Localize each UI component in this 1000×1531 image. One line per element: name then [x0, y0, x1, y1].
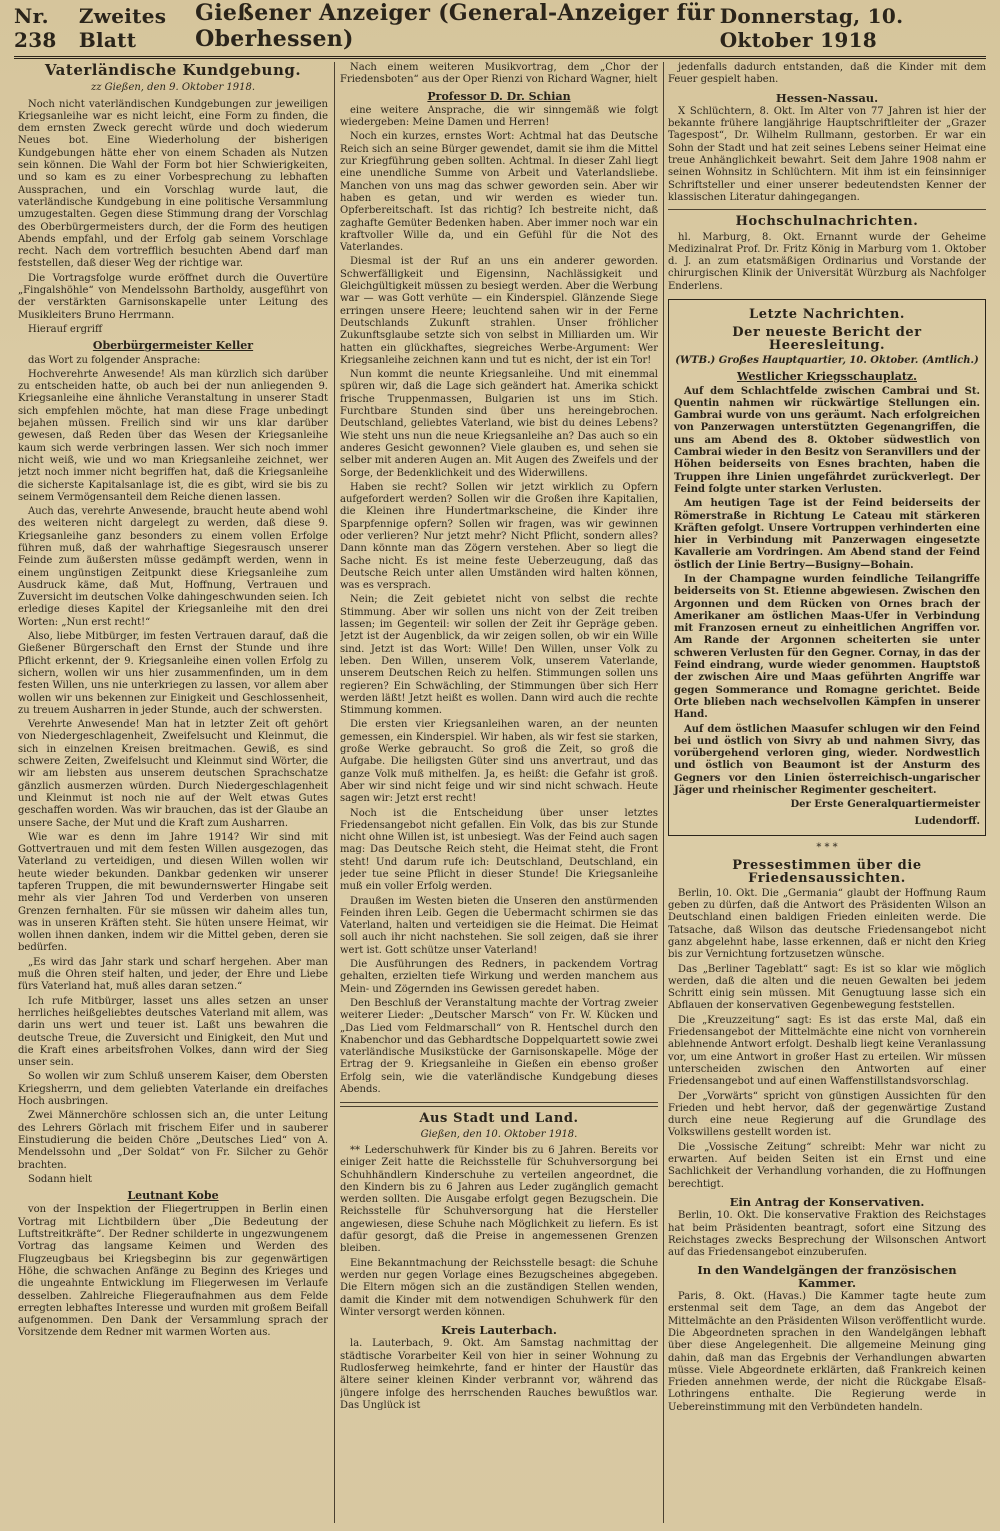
paragraph: Der „Vorwärts“ spricht von günstigen Aussichten für den Frieden und hebt hervor, daß der gegenwärtige Zustand durch eine neue Regierung auf die Grundlage des Volkswillens gestellt worden ist. — [668, 1090, 986, 1139]
paragraph: So wollen wir zum Schluß unserem Kaiser, dem Obersten Kriegsherrn, und dem geliebten Vaterlande ein dreifaches Hoch ausbringen. — [18, 1071, 328, 1108]
paragraph: Die ersten vier Kriegsanleihen waren, an der neunten gemessen, ein Kinderspiel. Wir haben, als wir fest sie starken, große Werke gebraucht. So groß die Zeit, so groß die Aufgabe. Die heiligsten Güter sind uns anvertraut, und das ganze Volk muß mithelfen. Ja, es heißt: die Gefahr ist groß. Aber wir sind nicht feige und wir sind nicht schwach. Heute sagen wir: Jetzt erst recht! — [340, 719, 658, 805]
paragraph: Nun kommt die neunte Kriegsanleihe. Und mit einemmal spüren wir, daß die Lage sich geändert hat. Amerika schickt frische Truppenmassen, Bulgarien ist uns im Stich. Furchtbare Stunden sind über uns hereingebrochen. Deutschland, geliebtes Vaterland, wie bist du deines Lebens? Wie steht uns nun die neue Kriegsanleihe an? Das auch so ein anderes Gesicht gewonnen? Viele glauben es, und sehen sie selber mit anderen Augen an. Mit Augen des Zweifels und der Sorge, der Bedenklichkeit und des Widerwillens. — [340, 369, 658, 479]
paragraph: Auch das, verehrte Anwesende, braucht heute abend wohl des weiteren nicht dargelegt zu werden, daß diese 9. Kriegsanleihe ganz besonders zu einem vollen Erfolge führen muß, daß der wahrhaftige Siegesrausch unserer Feinde zum äußersten müsse gedämpft werden, wenn in einem ungünstigen Zeitpunkt diese Kriegsanleihe zum Ausdruck käme, daß Mut, Hoffnung, Vertrauen und Zuversicht im deutschen Volke dahingeschwunden seien. Ich erledige dieses Kapitel der Kriegsanleihe mit den drei Worten: „Nun erst recht!“ — [18, 506, 328, 628]
paragraph: Den Beschluß der Veranstaltung machte der Vortrag zweier weiterer Lieder: „Deutscher Marsch“ von Fr. W. Kücken und „Das Lied vom Feldmarschall“ von R. Hentschel durch den Knabenchor und das Gebhardtsche Doppelquartett sowie zwei vaterländische Musikstücke der Garnisonskapelle. Möge der Ertrag der 9. Kriegsanleihe in Gießen ein ebenso großer Erfolg sein, wie die vaterländische Kundgebung dieses Abends. — [340, 997, 658, 1096]
paragraph: von der Inspektion der Fliegertruppen in Berlin einen Vortrag mit Lichtbildern über „Die Bedeutung der Luftstreitkräfte“. Der Redner schilderte in ungezwungenem Vortrag das langsame Keimen und Werden des Flugzeugbaus bei Kriegsbeginn bis zur gegenwärtigen Höhe, die schwachen Anfänge zu Beginn des Krieges und die ungeahnte Entwicklung im Fliegerwesen im Verlaufe desselben. Zahlreiche Fliegeraufnahmen aus dem Felde erregten lebhaftes Interesse und wurden mit großem Beifall aufgenommen. Den Dank der Versammlung sprach der Vorsitzende dem Redner mit warmen Worten aus. — [18, 1204, 328, 1339]
column-divider — [663, 62, 664, 1523]
paragraph: Haben sie recht? Sollen wir jetzt wirklich zu Opfern aufgefordert werden? Sollen wir die Großen ihre Kapitalien, die Kleinen ihre Hundertmarkscheine, die Kinder ihre Sparpfennige opfern? Sollen wir fragen, was wir gewinnen oder verlieren? Nur jetzt mehr? Nicht Pflicht, sondern alles? Dann könnte man das Zögern verstehen. Aber so liegt die Sache nicht. Es ist meine feste Ueberzeugung, daß das Deutsche Reich unter allen Umständen wird halten können, was es versprach. — [340, 481, 658, 592]
section-heading: Aus Stadt und Land. — [419, 1111, 579, 1127]
region-heading: Hessen-Nassau. — [775, 90, 879, 105]
paragraph: Ich rufe Mitbürger, lasset uns alles setzen an unser herrliches heißgeliebtes deutsches Vaterland mit allem, was darin uns wert und teuer ist. Laßt uns bewahren die deutsche Treue, die Zuversicht und Einigkeit, den Mut und die Kraft eines arbeitsfrohen Volkes, dann wird der Sieg unser sein. — [18, 995, 328, 1069]
paragraph: eine weitere Ansprache, die wir sinngemäß wie folgt wiedergeben: Meine Damen und Herren! — [340, 104, 658, 129]
paragraph: jedenfalls dadurch entstanden, daß die Kinder mit dem Feuer gespielt haben. — [668, 62, 986, 86]
paragraph: hl. Marburg, 8. Okt. Ernannt wurde der Geheime Medizinalrat Prof. Dr. Fritz König in Marburg vom 1. Oktober d. J. an zum etatsmäßigen Ordinarius und Vorstande der chirurgischen Klinik der Universität Würzburg als Nachfolger Enderlens. — [668, 231, 986, 292]
section-heading: Pressestimmen über die Friedensaussichten. — [732, 858, 922, 886]
dateline: (WTB.) Großes Hauptquartier, 10. Oktober. (Amtlich.) — [675, 354, 979, 366]
paragraph: Das „Berliner Tageblatt“ sagt: Es ist so klar wie möglich werden, daß die alten und die neuen Gewalten bei jedem Schritt einig sein müssen. Mit Genugtuung lasse sich ein Abflauen der konservativen Gegenbewegung feststellen. — [668, 963, 986, 1012]
paragraph: Hochverehrte Anwesende! Als man kürzlich sich darüber zu entscheiden hatte, ob auch bei der nun anliegenden 9. Kriegsanleihe eine ähnliche Veranstaltung in unserer Stadt sich empfehlen möchte, hat man diese Frage unbedingt bejahen müssen. Freilich sind wir uns klar darüber gewesen, daß Reden über das Wesen der Kriegsanleihe kaum sich werde verbringen lassen. Wer sich noch immer nicht weiß, wie und wo man Kriegsanleihe zeichnet, wer jetzt noch immer nicht begriffen hat, daß die Kriegsanleihe die sicherste Kapitalsanlage ist, die es gibt, wird sie bis zu seinem Vermögensanteil dem Reiche dienen lassen. — [18, 368, 328, 503]
column-divider — [334, 62, 335, 1523]
paragraph: Wie war es denn im Jahre 1914? Wir sind mit Gottvertrauen und mit dem festen Willen ausgezogen, das Vaterland zu verteidigen, und diesen Willen wollen wir heute wieder bekunden. Dankbar gedenken wir unserer tapferen Truppen, die mit bewundernswerter Hingabe seit mehr als vier Jahren Tod und Verderben von unseren Grenzen fernhalten. Für sie müssen wir daheim alles tun, was in unseren Kräften steht. Sie hüten unsere Heimat, wir wollen ihnen danken, indem wir die Mittel geben, deren sie bedürfen. — [18, 831, 328, 954]
paragraph: la. Lauterbach, 9. Okt. Am Samstag nachmittag der städtische Vorarbeiter Keil von hier in seiner Wohnung zu Rudlosferweg heimkehrte, fand er hinter der Haustür das ältere seiner kleinen Kinder verbrannt vor, während das jüngere infolge des herrschenden Rauches bewußtlos war. Das Unglück ist — [340, 1338, 658, 1411]
paragraph: Noch nicht vaterländischen Kundgebungen zur jeweiligen Kriegsanleihe war es nicht leicht, eine Form zu finden, die dem ernsten Zweck gerecht würde und doch wiederum Neues bot. Eine Wiederholung der bisherigen Kundgebungen hätte eher von einem Schaden als Nutzen sein können. Die Wahl der Form bot hier Schwierigkeiten, und so kam es zu einer Vorbesprechung zu lebhaften Aussprachen, und ein Vorschlag wurde laut, die vaterländische Kundgebung in eine politische Versammlung umzugestalten. Gegen diese Stimmung drang der Vorschlag des Oberbürgermeisters durch, der die Form des heutigen Abends empfahl, und der Erfolg gab seinem Vorschlage recht. Nach dem vortrefflich besuchten Abend darf man feststellen, daß dieser Weg der richtige war. — [18, 98, 328, 270]
paragraph: Paris, 8. Okt. (Havas.) Die Kammer tagte heute zum erstenmal seit dem Tage, an dem das Angebot der Mittelmächte an den Präsidenten Wilson veröffentlicht wurde. Die Abgeordneten sprachen in den Wandelgängen lebhaft über diese Angelegenheit. Die allgemeine Meinung ging dahin, daß man das Ergebnis der Verhandlungen abwarten müsse. Viele Abgeordnete erklärten, daß Frankreich keinen Frieden annehmen werde, der nicht die Rückgabe Elsaß-Lothringens enthalte. Die Regierung werde in Uebereinstimmung mit den Verbündeten handeln. — [668, 1291, 986, 1413]
paragraph: Noch ein kurzes, ernstes Wort: Achtmal hat das Deutsche Reich sich an seine Bürger gewendet, damit sie ihm die Mittel zur Kriegführung geben sollten. Achtmal. In dieser Zahl liegt eine unendliche Summe von Arbeit und Vaterlandsliebe. Manchen von uns mag das schwer geworden sein. Aber wir haben es getan, und wir werden es wieder tun. Opferbereitschaft. Ist das richtig? Ich bestreite nicht, daß zaghafte Gemüter Bedenken haben. Aber immer noch war ein kraftvoller Wille da, und ein Gefühl für die Not des Vaterlandes. — [340, 131, 658, 254]
paragraph: X Schlüchtern, 8. Okt. Im Alter von 77 Jahren ist hier der bekannte frühere langjährige Hauptschriftleiter der „Grazer Tagespost“, Dr. Wilhelm Rullmann, gestorben. Er war ein Sohn der Stadt und hat zeit seines Lebens seiner Heimat eine treue Anhänglichkeit bewahrt. Seit dem Jahre 1908 nahm er seinen Wohnsitz in Schlüchtern. Mit ihm ist ein feinsinniger Schriftsteller und einer unserer bedeutendsten Kenner der klassischen Literatur dahingegangen. — [668, 105, 986, 203]
paragraph: Also, liebe Mitbürger, im festen Vertrauen darauf, daß die Gießener Bürgerschaft den Ernst der Stunde und ihre Pflicht erkennt, der 9. Kriegsanleihe einen vollen Erfolg zu sichern, wollen wir uns hier zusammenfinden, um in dem festen Willen, uns nie unterkriegen zu lassen, vor allem aber wollen wir uns bekennen zur Einigkeit und Geschlossenheit, zu treuem Ausharren in jeder Stunde, auch der schwersten. — [18, 631, 328, 716]
paragraph: Draußen im Westen bieten die Unseren den anstürmenden Feinden ihren Leib. Gegen die Uebermacht schirmen sie das Vaterland, halten und verteidigen sie die Heimat. Die Heimat soll auch ihr nicht nachstehen. Sie soll zeigen, daß sie ihrer wert ist. Gott schütze unser Vaterland! — [340, 895, 658, 956]
paragraph: ** Lederschuhwerk für Kinder bis zu 6 Jahren. Bereits vor einiger Zeit hatte die Reichsstelle für Schuhversorgung bei Schuhhändlern Kinderschuhe zu verteilen angeordnet, die den Kindern bis zu 6 Jahren aus Leder zugänglich gemacht werden sollten. Die Ausgabe erfolgt gegen Bezugschein. Die Reichsstelle für Schuhversorgung hat die Hersteller angewiesen, diese Schuhe nach Möglichkeit zu liefern. Es ist dafür gesorgt, daß die Preise in angemessenen Grenzen bleiben. — [340, 1144, 658, 1255]
dateline: Gießen, den 10. Oktober 1918. — [420, 1128, 578, 1140]
paragraph: Die Ausführungen des Redners, in packendem Vortrag gehalten, erzielten tiefe Wirkung und werden manchem aus Mein- und Zögernden ins Gewissen geredet haben. — [340, 959, 658, 995]
column-1 — [18, 62, 328, 1523]
paragraph: In der Champagne wurden feindliche Teilangriffe beiderseits von St. Etienne abgewiesen. Zwischen den Argonnen und dem Rücken von Ornes brach der Amerikaner am östlichen Maas-Ufer in Verbindung mit Franzosen erneut zu einheitlichen Angriffen vor. Am Rande der Argonnen scheiterten sie unter schweren Verlusten für den Gegner. Cornay, in das der Feind eindrang, wurde wieder genommen. Hauptstoß der zwischen Aire und Maas geführten Angriffe war gegen Sommerance und Romagne gerichtet. Beide Orte blieben nach wechselvollen Kämpfen in unserer Hand. — [674, 573, 980, 721]
paragraph: Berlin, 10. Okt. Die „Germania“ glaubt der Hoffnung Raum geben zu dürfen, daß die Antwort des Präsidenten Wilson an Deutschland einen baldigen Frieden einleiten werde. Die Tatsache, daß Wilson das deutsche Friedensangebot nicht ganz abgelehnt habe, lasse erkennen, daß er nicht den Krieg bis zur Vernichtung fortzusetzen wünsche. — [668, 887, 986, 961]
paragraph: Nach einem weiteren Musikvortrag, dem „Chor der Friedensboten“ aus der Oper Rienzi von Richard Wagner, hielt — [340, 62, 658, 86]
paragraph: Berlin, 10. Okt. Die konservative Fraktion des Reichstages hat beim Präsidenten beantragt, sofort eine Sitzung des Reichstages zwecks Besprechung der Wilsonschen Antwort auf das Friedensangebot einzuberufen. — [668, 1210, 986, 1259]
subheading: In den Wandelgängen der französischen Kammer. — [697, 1263, 957, 1290]
section-divider — [340, 1102, 658, 1107]
section-heading: Letzte Nachrichten. — [748, 307, 906, 323]
paragraph: Eine Bekanntmachung der Reichsstelle besagt: die Schuhe werden nur gegen Vorlage eines Bezugscheines abgegeben. Die Eltern mögen sich an die zuständigen Stellen wenden, damit die Kinder mit dem notwendigen Schuhwerk für den Winter versorgt werden können. — [340, 1257, 658, 1318]
section-heading: Hochschulnachrichten. — [735, 214, 919, 230]
speaker-heading: Leutnant Kobe — [127, 1189, 219, 1203]
separator-stars: * * * — [816, 841, 838, 853]
paragraph: Die „Vossische Zeitung“ schreibt: Mehr war nicht zu erwarten. Auf beiden Seiten ist ein Ernst und eine Sachlichkeit der Verhandlung vorhanden, die zu Hoffnungen berechtigt. — [668, 1141, 986, 1190]
paragraph: Die Vortragsfolge wurde eröffnet durch die Ouvertüre „Fingalshöhle“ von Mendelssohn Bartholdy, ausgeführt von der verstärkten Garnisonskapelle unter Leitung des Musikleiters Bruno Herrmann. — [18, 272, 328, 321]
paragraph: Die „Kreuzzeitung“ sagt: Es ist das erste Mal, daß ein Friedensangebot der Mittelmächte eine nicht von vornherein ablehnende Antwort erfolgt. Deshalb liegt keine Veranlassung vor, um eine Antwort in großer Hast zu erteilen. Wir müssen unterscheiden zwischen den Antworten auf einer Friedensangebot und auf einen Waffenstillstandsvorschlag. — [668, 1014, 986, 1088]
paragraph: Diesmal ist der Ruf an uns ein anderer geworden. Schwerfälligkeit und Eigensinn, Nachlässigkeit und Gleichgültigkeit müssen zu besiegt werden. Aber die Werbung war — was Gott verhüte — ein Kinderspiel. Glänzende Siege erringen unsere Heere; leuchtend sahen wir in der Ferne Deutschlands Zukunft strahlen. Unser fröhlicher Zukunftsglaube setzte sich von selbst in Milliarden um. Wir hatten ein glückhaftes, siegreiches Werbe-Argument: Wer Kriegsanleihe zeichnen kann und tut es nicht, der ist ein Tor! — [340, 256, 658, 366]
speaker-heading: Oberbürgermeister Keller — [92, 339, 254, 353]
paragraph: Verehrte Anwesende! Man hat in letzter Zeit oft gehört von Niedergeschlagenheit, Zweifelsucht und Kleinmut, die sich in einzelnen Kreisen breitmachen. Gewiß, es sind schwere Zeiten, Zweifelsucht und Kleinmut sind Wörter, die wir am liebsten aus unserem deutschen Sprachschatze gänzlich ausmerzen würden. Durch Niedergeschlagenheit und Kleinmut ist noch nie auf der Welt etwas Gutes geschaffen worden. Was wir brauchen, das ist der Glaube an unsere Sache, der Mut und die Kraft zum Ausharren. — [18, 719, 328, 829]
article-heading: Der neueste Bericht der Heeresleitung. — [732, 325, 922, 353]
signature-title: Der Erste Generalquartiermeister — [790, 799, 980, 811]
paragraph: Am heutigen Tage ist der Feind beiderseits der Römerstraße in Richtung Le Cateau mit stärkeren Kräften gefolgt. Unsere Vortruppen verhinderten eine hier in Verbindung mit Panzerwagen eingesetzte Kavallerie am Vordringen. Am Abend stand der Feind östlich der Linie Bertry—Busigny—Bohain. — [674, 498, 980, 571]
dateline: zz Gießen, den 9. Oktober 1918. — [90, 82, 256, 94]
issue-number: Nr. 238 — [14, 4, 57, 52]
masthead — [14, 0, 986, 59]
sheet-label: Zweites Blatt — [78, 4, 167, 52]
subheading: Ein Antrag der Konservativen. — [729, 1194, 925, 1209]
paragraph: Zwei Männerchöre schlossen sich an, die unter Leitung des Lehrers Görlach mit frischem Eifer und in sauberer Einstudierung die beiden Chöre „Deutsches Lied“ von A. Mendelssohn und „Der Soldat“ von Fr. Silcher zu Gehör brachten. — [18, 1110, 328, 1171]
column-3 — [668, 62, 986, 1523]
paragraph: Auf dem östlichen Maasufer schlugen wir den Feind bei und östlich von Sivry ab und nahmen Sivry, das vorübergehend verloren ging, wieder. Nordwestlich und östlich von Beaumont ist der Ansturm des Gegners vor den Linien österreichisch-ungarischer Jäger und rheinischer Regimenter gescheitert. — [674, 723, 980, 797]
column-2 — [340, 62, 658, 1523]
paragraph: Noch ist die Entscheidung über unser letztes Friedensangebot nicht gefallen. Ein Volk, das bis zur Stunde nicht ohne Willen ist, ist unbesiegt. Was der Feind auch sagen mag: Das Deutsche Reich steht, die Heimat steht, die Front steht! Und darum rufe ich: Deutschland, Deutschland, ein jeder tue seine Pflicht in dieser Stunde! Die Kriegsanleihe muß ein voller Erfolg werden. — [340, 807, 658, 893]
quote: „Es wird das Jahr stark und scharf hergehen. Aber man muß die Ohren steif halten, und jeder, der Ehre und Liebe fürs Vaterland hat, muß alles daran setzen.“ — [18, 956, 328, 993]
paragraph: Auf dem Schlachtfelde zwischen Cambrai und St. Quentin nahmen wir rückwärtige Stellungen ein. Gambrai wurde von uns geräumt. Nach erfolgreichen von Panzerwagen unterstützten Gegenangriffen, die uns am Abend des 8. Oktober südwestlich von Cambrai wieder in den Besitz von Seranvillers und der Höhen beiderseits von Esnes brachten, haben die Truppen ihre Linien ungefährdet zurückverlegt. Der Feind folgte unter starken Verlusten. — [674, 385, 981, 495]
article-heading: Vaterländische Kundgebung. — [44, 62, 302, 79]
newspaper-title: Gießener Anzeiger (General-Anzeiger für Oberhessen) — [195, 0, 715, 52]
issue-date: Donnerstag, 10. Oktober 1918 — [719, 4, 904, 52]
region-heading: Kreis Lauterbach. — [441, 1323, 557, 1338]
subheading: Westlicher Kriegsschauplatz. — [737, 370, 917, 384]
section-divider — [668, 209, 986, 210]
paragraph: das Wort zu folgender Ansprache: — [28, 354, 201, 366]
latest-news-box — [668, 299, 986, 836]
speaker-heading: Professor D. Dr. Schian — [427, 89, 571, 103]
signature-name: Ludendorff. — [914, 815, 980, 827]
paragraph: Nein; die Zeit gebietet nicht von selbst die rechte Stimmung. Aber wir sollen uns nicht von der Zeit treiben lassen; im Gegenteil: wir sollen der Zeit ihr Gepräge geben. Jetzt ist der Augenblick, da wir zeigen sollen, ob wir ein Wille sind. Jetzt ist das Wort: Wille! Den Willen, unser Volk zu leben. Den Willen, unserem Volk, unserem Vaterlande, unserem Deutschen Reich zu helfen. Stimmungen sollen uns regieren? Ein Schwächling, der Stimmungen über sich Herr werden läßt! Jetzt heißt es wollen. Dann wird auch die rechte Stimmung kommen. — [340, 594, 658, 717]
paragraph: Sodann hielt — [28, 1173, 93, 1185]
paragraph: Hierauf ergriff — [28, 323, 103, 335]
